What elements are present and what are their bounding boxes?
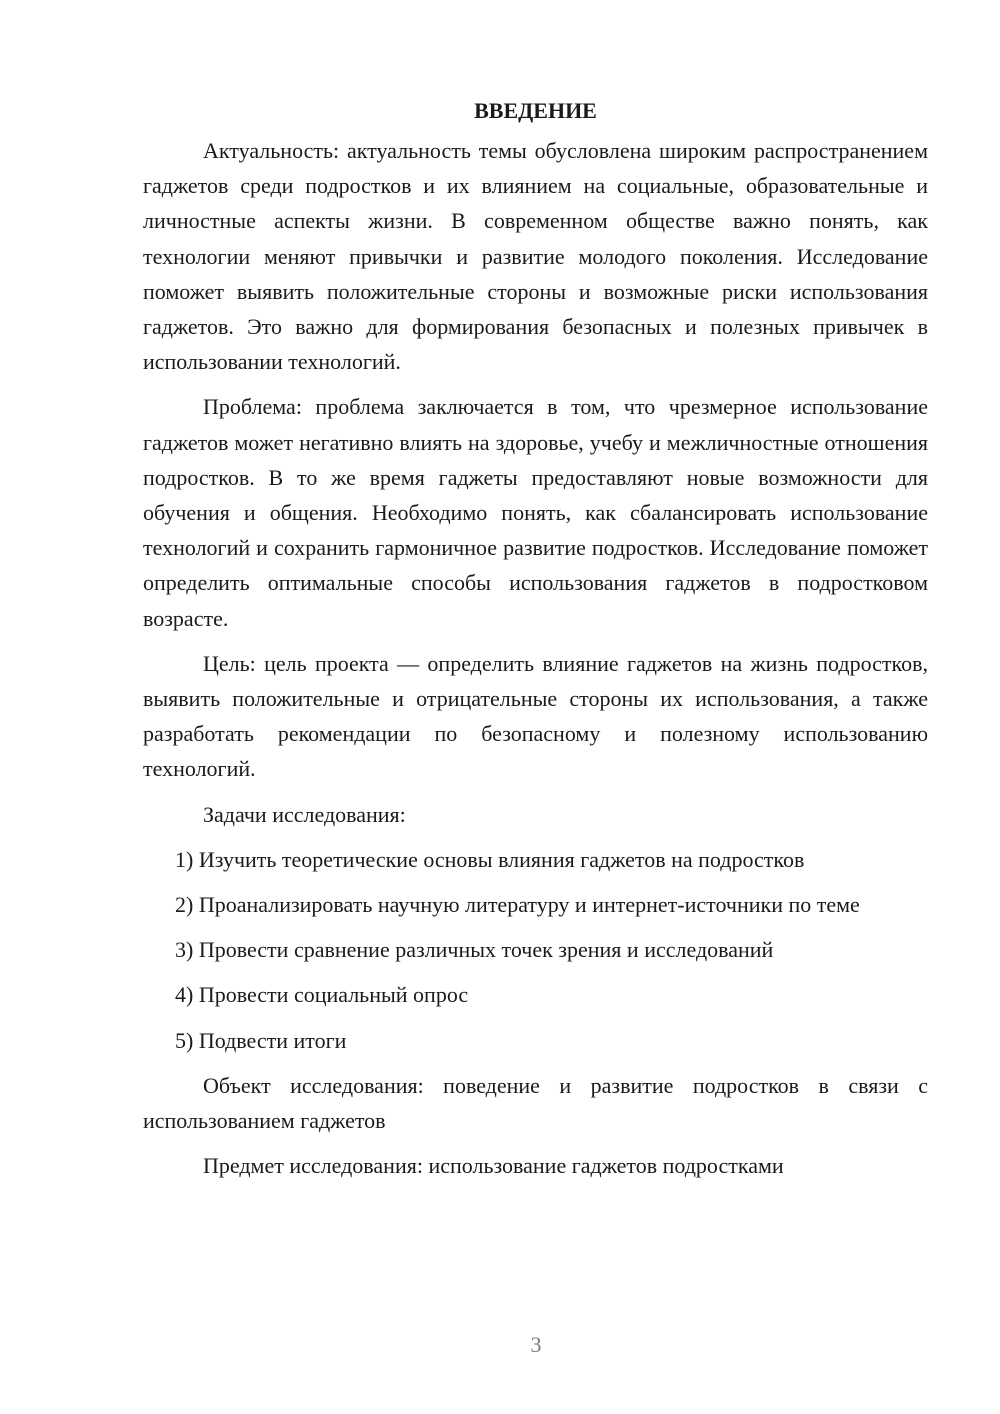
- paragraph-goal: Цель: цель проекта — определить влияние гаджетов на жизнь подростков, выявить положительные и отрицательные стороны их использования, а также разработать рекомендации по безопасному и полезному использованию технологий.: [143, 650, 928, 782]
- task-item-2: 2) Проанализировать научную литературу и интернет-источники по теме: [175, 892, 860, 918]
- page-body: [143, 93, 928, 1193]
- task-item-4: 4) Провести социальный опрос: [175, 982, 469, 1008]
- task-item-5: 5) Подвести итоги: [175, 1027, 347, 1053]
- tasks-heading: Задачи исследования:: [203, 801, 406, 827]
- page-number: 3: [530, 1332, 542, 1357]
- paragraph-relevance: Актуальность: актуальность темы обусловлена широким распространением гаджетов среди подростков и их влиянием на социальные, образовательные и личностные аспекты жизни. В современном обществе важно понять, как технологии меняют привычки и развитие молодого поколения. Исследование поможет выявить положительные стороны и возможные риски использования гаджетов. Это важно для формирования безопасных и полезных привычек в использовании технологий.: [143, 138, 928, 375]
- paragraph-object: Объект исследования: поведение и развитие подростков в связи с использованием гаджетов: [143, 1072, 928, 1134]
- task-item-1: 1) Изучить теоретические основы влияния гаджетов на подростков: [175, 846, 805, 872]
- paragraph-problem: Проблема: проблема заключается в том, что чрезмерное использование гаджетов может негативно влиять на здоровье, учебу и межличностные отношения подростков. В то же время гаджеты предоставляют новые возможности для обучения и общения. Необходимо понять, как сбалансировать использование технологий и сохранить гармоничное развитие подростков. Исследование поможет определить оптимальные способы использования гаджетов в подростковом возрасте.: [143, 394, 928, 631]
- paragraph-subject: Предмет исследования: использование гаджетов подростками: [203, 1153, 784, 1179]
- task-item-3: 3) Провести сравнение различных точек зрения и исследований: [175, 937, 774, 963]
- section-title: ВВЕДЕНИЕ: [474, 98, 597, 123]
